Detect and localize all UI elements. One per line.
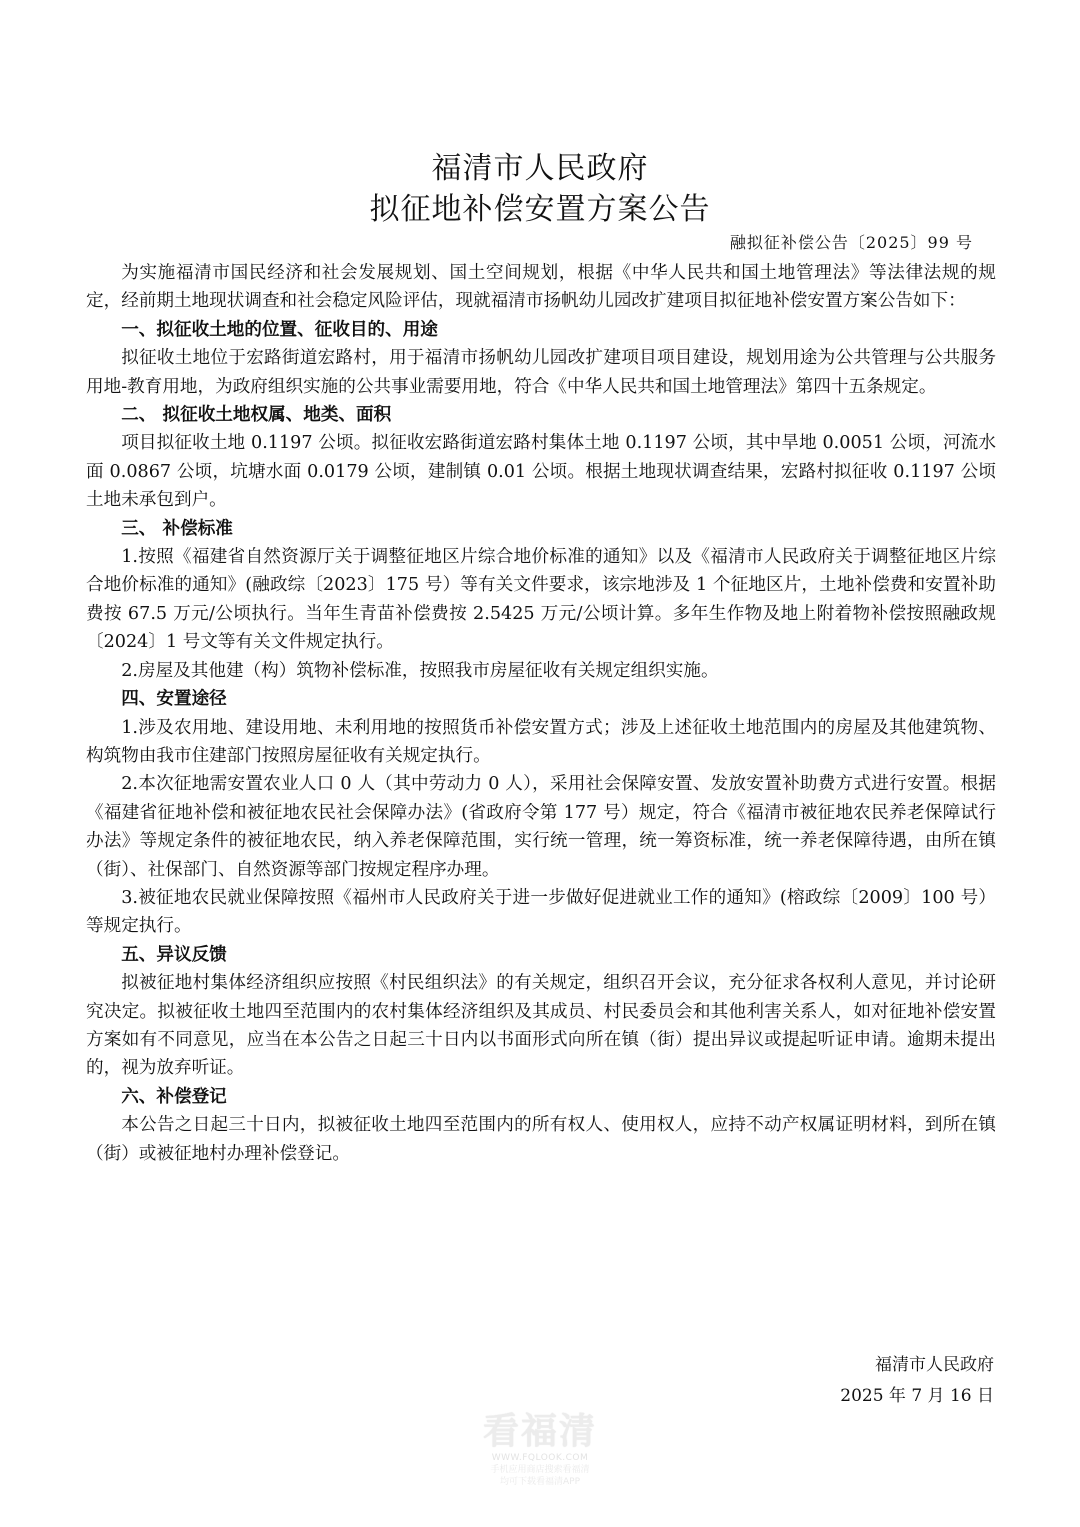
- section-heading-2: 二、 拟征收土地权属、地类、面积: [121, 405, 392, 426]
- section-4-paragraph-1: 1.涉及农用地、建设用地、未利用地的按照货币补偿安置方式；涉及上述征收土地范围内的房屋及其他建筑物、构筑物由我市住建部门按照房屋征收有关规定执行。: [86, 717, 996, 766]
- section-5-paragraph: 拟被征地村集体经济组织应按照《村民组织法》的有关规定，组织召开会议，充分征求各权利人意见，并讨论研究决定。拟被征收土地四至范围内的农村集体经济组织及其成员、村民委员会和其他利害关系人，如对征地补偿安置方案如有不同意见，应当在本公告之日起三十日内以书面形式向所在镇（街）提出异议或提起听证申请。逾期未提出的，视为放弃听证。: [86, 973, 996, 1079]
- section-heading-3: 三、 补偿标准: [121, 518, 233, 539]
- signature-date: 2025 年 7 月 16 日: [840, 1386, 994, 1406]
- title-issuer: 福清市人民政府: [431, 151, 649, 186]
- signature-organization: 福清市人民政府: [875, 1355, 994, 1375]
- section-heading-6: 六、补偿登记: [121, 1086, 227, 1107]
- section-heading-1: 一、拟征收土地的位置、征收目的、用途: [121, 319, 438, 340]
- watermark-line-2: 均可下载看福清APP: [499, 1477, 580, 1487]
- title-subject: 拟征地补偿安置方案公告: [369, 192, 711, 227]
- section-heading-4: 四、安置途径: [121, 689, 227, 710]
- document-body: [86, 259, 996, 1168]
- intro-paragraph: 为实施福清市国民经济和社会发展规划、国土空间规划，根据《中华人民共和国土地管理法》等法律法规的规定，经前期土地现状调查和社会稳定风险评估，现就福清市扬帆幼儿园改扩建项目拟征地补偿安置方案公告如下：: [86, 263, 996, 312]
- section-2-paragraph: 项目拟征收土地 0.1197 公顷。拟征收宏路街道宏路村集体土地 0.1197 公顷，其中旱地 0.0051 公顷，河流水面 0.0867 公顷，坑塘水面 0.0179 公顷，建制镇 0.01 公顷。根据土地现状调查结果，宏路村拟征收 0.1197 公顷土地未承包到户。: [86, 433, 996, 511]
- document-number: 融拟征补偿公告〔2025〕99 号: [729, 233, 973, 252]
- section-4-paragraph-2: 2.本次征地需安置农业人口 0 人（其中劳动力 0 人），采用社会保障安置、发放安置补助费方式进行安置。根据《福建省征地补偿和被征地农民社会保障办法》(省政府令第 177 号）规定，符合《福清市被征地农民养老保障试行办法》等规定条件的被征地农民，纳入养老保障范围，实行统一管理，统一筹资标准，统一养老保障待遇，由所在镇（街）、社保部门、自然资源等部门按规定程序办理。: [86, 774, 996, 880]
- watermark-url: WWW.FQLOOK.COM: [491, 1453, 589, 1463]
- section-3-paragraph-1: 1.按照《福建省自然资源厅关于调整征地区片综合地价标准的通知》以及《福清市人民政府关于调整征地区片综合地价标准的通知》(融政综〔2023〕175 号）等有关文件要求，该宗地涉及 1 个征地区片，土地补偿费和安置补助费按 67.5 万元/公顷执行。当年生青苗补偿费按 2.5425 万元/公顷计算。多年生作物及地上附着物补偿按照融政规〔2024〕1 号文等有关文件规定执行。: [86, 547, 996, 653]
- watermark: [470, 1412, 610, 1488]
- watermark-line-1: 手机应用商店搜索看福清: [490, 1465, 590, 1475]
- section-4-paragraph-3: 3.被征地农民就业保障按照《福州市人民政府关于进一步做好促进就业工作的通知》(榕政综〔2009〕100 号）等规定执行。: [86, 887, 996, 937]
- section-6-paragraph: 本公告之日起三十日内，拟被征收土地四至范围内的所有权人、使用权人，应持不动产权属证明材料，到所在镇（街）或被征地村办理补偿登记。: [86, 1115, 996, 1164]
- section-1-paragraph: 拟征收土地位于宏路街道宏路村，用于福清市扬帆幼儿园改扩建项目项目建设，规划用途为公共管理与公共服务用地-教育用地，为政府组织实施的公共事业需要用地，符合《中华人民共和国土地管理法》第四十五条规定。: [86, 348, 996, 397]
- section-3-paragraph-2: 2.房屋及其他建（构）筑物补偿标准，按照我市房屋征收有关规定组织实施。: [121, 660, 719, 681]
- watermark-logo: 看福清: [482, 1411, 597, 1452]
- section-heading-5: 五、异议反馈: [121, 944, 227, 965]
